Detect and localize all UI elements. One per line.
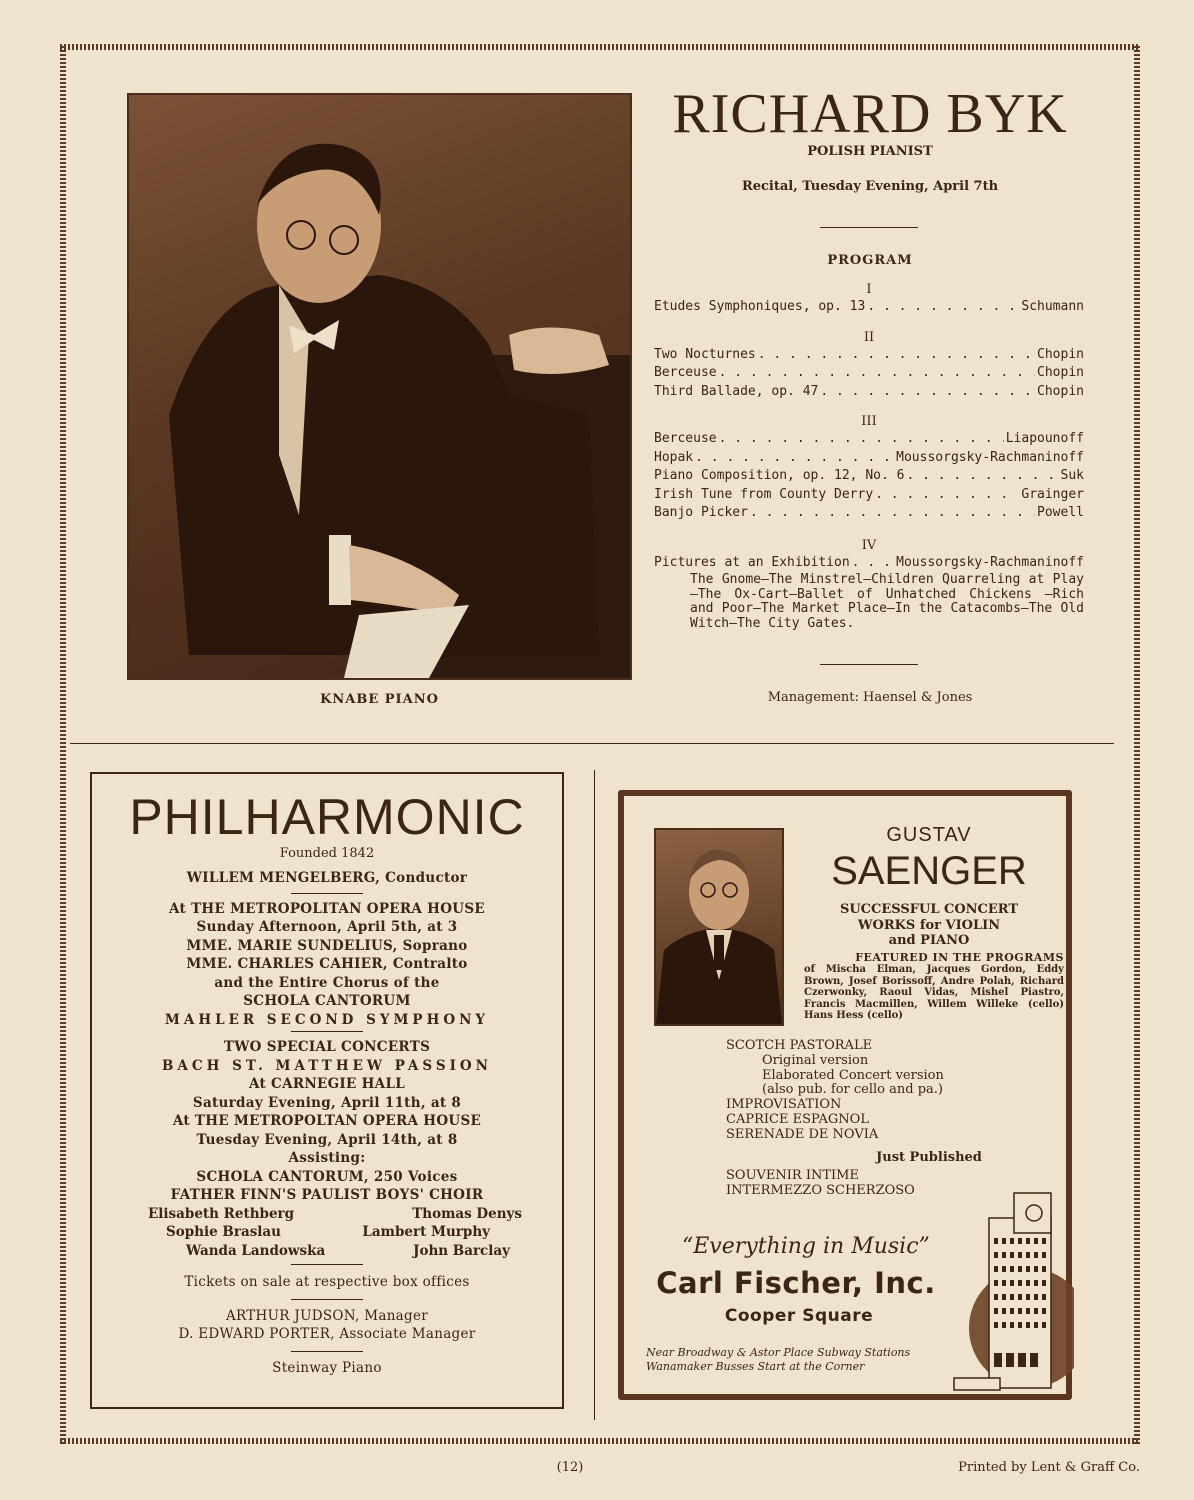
associate-manager: D. EDWARD PORTER, Associate Manager	[178, 1326, 476, 1342]
artist-subtitle: POLISH PIANIST	[807, 144, 933, 159]
directions	[646, 1346, 966, 1374]
work-title: INTERMEZZO SCHERZOSO	[726, 1183, 915, 1198]
divider	[291, 1351, 363, 1352]
work-title: IMPROVISATION	[726, 1097, 842, 1113]
section-numeral: III	[861, 414, 877, 429]
program-item: Banjo Picker . . . Powell	[654, 505, 1084, 524]
program-item: Berceuse . . . Liapounoff	[654, 431, 1084, 450]
management: Management: Haensel & Jones	[767, 690, 973, 705]
concert-line: SCHOLA CANTORUM, 250 Voices	[196, 1168, 458, 1185]
directions-line: Near Broadway & Astor Place Subway Stations	[646, 1346, 911, 1359]
company-address: Cooper Square	[724, 1306, 874, 1326]
saenger-ad	[618, 790, 1072, 1400]
just-published: Just Published	[876, 1150, 982, 1165]
concert-line: Saturday Evening, April 11th, at 8	[192, 1094, 462, 1111]
section-numeral: IV	[861, 537, 877, 553]
divider	[820, 664, 918, 665]
section-numeral: II	[863, 329, 875, 345]
divider	[291, 1264, 363, 1265]
conductor: WILLEM MENGELBERG, Conductor	[186, 870, 468, 886]
portrait-illustration	[656, 830, 782, 1024]
philharmonic-title: PHILHARMONIC	[129, 789, 525, 845]
work-title: SCOTCH PASTORALE	[726, 1038, 873, 1053]
program-item: Third Ballade, op. 47 . . . Chopin	[654, 384, 1084, 403]
last-name: SAENGER	[831, 849, 1027, 893]
work-title: SOUVENIR INTIME	[726, 1168, 859, 1183]
tagline-line: SUCCESSFUL CONCERT	[839, 902, 1019, 917]
border-left	[60, 44, 66, 1444]
divider	[291, 1031, 363, 1032]
page-number: (12)	[556, 1460, 584, 1475]
concert-line: MAHLER SECOND SYMPHONY	[164, 1011, 490, 1028]
work-title: Original version	[762, 1052, 869, 1068]
soloists	[92, 1205, 562, 1261]
first-name: GUSTAV	[886, 824, 972, 846]
artist-name: RICHARD BYK	[672, 83, 1068, 145]
border-bottom	[60, 1438, 1140, 1444]
divider	[820, 227, 918, 228]
concert-line: TWO SPECIAL CONCERTS	[223, 1039, 431, 1055]
section-numeral: I	[866, 282, 872, 297]
concert-line: Sunday Afternoon, April 5th, at 3	[196, 919, 458, 935]
divider	[291, 1299, 363, 1300]
work-title: Elaborated Concert version	[762, 1067, 944, 1083]
section-divider	[70, 743, 1114, 744]
slogan: “Everything in Music”	[682, 1234, 930, 1259]
pianist-illustration	[129, 95, 630, 678]
soloist: Elisabeth Rethberg	[148, 1205, 295, 1222]
program-item: Hopak . . . Moussorgsky-Rachmaninoff	[654, 450, 1084, 469]
artist-photo	[127, 93, 632, 680]
concert-line: Tuesday Evening, April 14th, at 8	[196, 1131, 458, 1148]
column-divider	[594, 770, 595, 1420]
saenger-photo	[654, 828, 784, 1026]
tagline-line: WORKS for VIOLIN	[857, 917, 1001, 933]
soloist: Wanda Landowska	[186, 1242, 326, 1259]
concert-line: MME. MARIE SUNDELIUS, Soprano	[186, 937, 468, 954]
program-item: Irish Tune from County Derry . . . Grainger	[654, 487, 1084, 506]
concert-line: At THE METROPOLITAN OPERA HOUSE	[169, 900, 485, 917]
concert-line: FATHER FINN'S PAULIST BOYS' CHOIR	[170, 1187, 484, 1203]
tagline-line: and PIANO	[888, 933, 970, 948]
photo-caption: KNABE PIANO	[320, 692, 439, 707]
piano: Steinway Piano	[272, 1359, 382, 1376]
program-item: Pictures at an Exhibition . . . Moussorgsky-Rachmaninoff	[654, 555, 1084, 574]
program-item: Two Nocturnes . . . Chopin	[654, 347, 1084, 366]
soloist: John Barclay	[413, 1242, 510, 1259]
works-list	[726, 1039, 1026, 1143]
directions-line: Wanamaker Busses Start at the Corner	[646, 1360, 865, 1373]
concert-line: Assisting:	[288, 1150, 366, 1166]
border-right	[1134, 44, 1140, 1444]
soloist: Lambert Murphy	[362, 1224, 490, 1240]
divider	[291, 893, 363, 894]
tagline	[794, 902, 1064, 949]
work-title: (also pub. for cello and pa.)	[762, 1082, 943, 1098]
concert-line: MME. CHARLES CAHIER, Contralto	[186, 956, 468, 972]
tickets: Tickets on sale at respective box offices	[184, 1274, 470, 1290]
concert-line: At THE METROPOLTAN OPERA HOUSE	[172, 1113, 482, 1129]
program-item-details: The Gnome—The Minstrel—Children Quarreling at Play—The Ox-Cart—Ballet of Unhatched Chickens —Rich and Poor—The Market Place—In the Catacombs—The Old Witch—The City Gates.	[690, 572, 1084, 631]
concert-line: BACH ST. MATTHEW PASSION	[162, 1057, 492, 1074]
recital-date: Recital, Tuesday Evening, April 7th	[741, 179, 999, 194]
soloist: Thomas Denys	[412, 1205, 522, 1222]
border-top	[60, 44, 1140, 50]
concert-line: and the Entire Chorus of the	[214, 974, 440, 991]
company-name: Carl Fischer, Inc.	[656, 1266, 936, 1300]
featured-heading: FEATURED IN THE PROGRAMS	[855, 951, 1064, 964]
program-item: Piano Composition, op. 12, No. 6 . . . Suk	[654, 468, 1084, 487]
concert-line: SCHOLA CANTORUM	[243, 993, 411, 1009]
soloist: Sophie Braslau	[166, 1224, 281, 1240]
featured-names: of Mischa Elman, Jacques Gordon, Eddy Brown, Josef Borissoff, Andre Polah, Richard Czerwonky, Raoul Vidas, Mishel Piastro, Francis Macmillen, Willem Willeke (cello) Hans Hess (cello)	[804, 964, 1064, 1021]
concert-line: At CARNEGIE HALL	[248, 1076, 406, 1092]
work-title: CAPRICE ESPAGNOL	[726, 1111, 869, 1127]
program-item: Etudes Symphoniques, op. 13 . . . Schumann	[654, 299, 1084, 318]
philharmonic-ad	[90, 772, 564, 1409]
founded-year: Founded 1842	[279, 846, 375, 861]
program-heading: PROGRAM	[827, 253, 913, 268]
manager: ARTHUR JUDSON, Manager	[225, 1307, 429, 1324]
work-title: SERENADE DE NOVIA	[726, 1126, 879, 1142]
program-list	[654, 272, 1084, 631]
program-item: Berceuse . . . Chopin	[654, 365, 1084, 384]
printer-credit: Printed by Lent & Graff Co.	[958, 1460, 1140, 1475]
